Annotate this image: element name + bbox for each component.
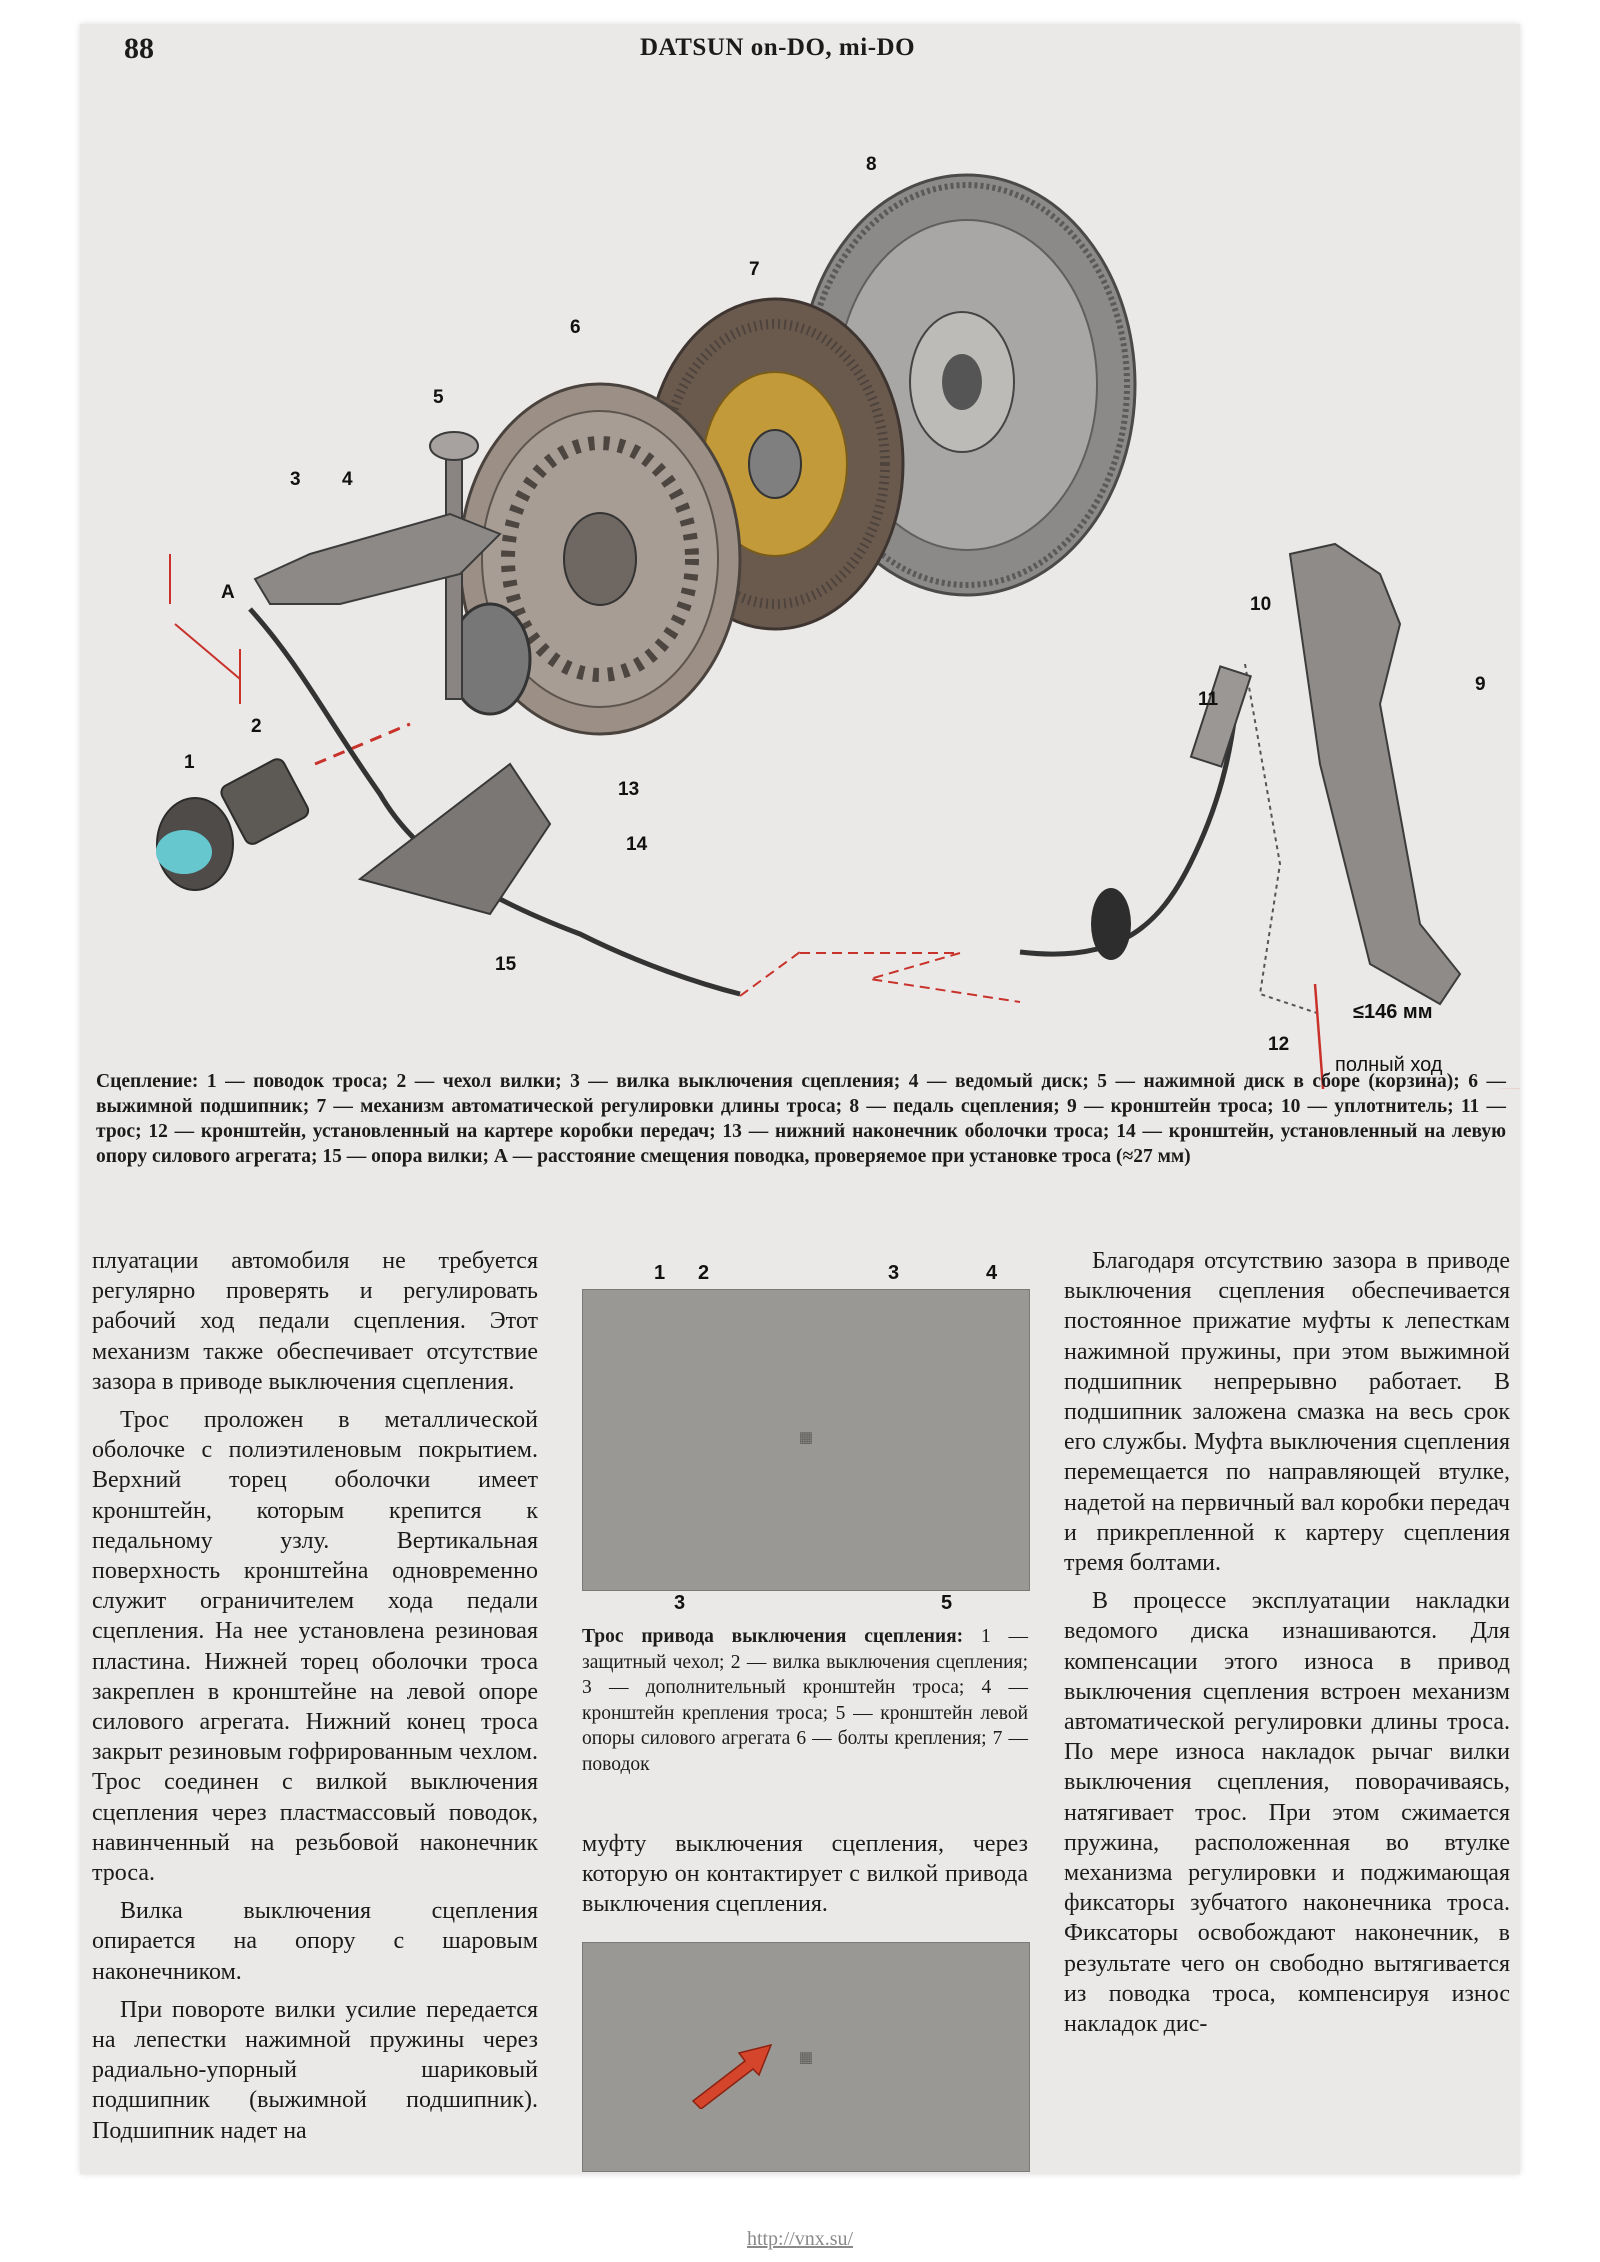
callout-5: 5 [433, 387, 444, 408]
clutch-pedal-drawing [1290, 544, 1460, 1004]
middle-paragraph: муфту выключения сцепления, через которую он контактирует с вилкой привода выключения сцепления. [582, 1831, 1028, 1917]
photo1-number-1: 1 [654, 1262, 666, 1284]
dimension-a-label: A [221, 582, 235, 603]
callout-10: 10 [1250, 594, 1272, 615]
grommet-drawing [1091, 888, 1131, 960]
callout-4: 4 [342, 469, 353, 490]
cable-break-line [740, 952, 1020, 1002]
left-column [92, 1246, 538, 2146]
boot-drawing [156, 756, 311, 890]
pedal-travel-label: полный ход [1335, 1054, 1443, 1076]
callout-8: 8 [866, 154, 877, 175]
photo-caption [582, 1624, 1028, 1777]
photo-placeholder-icon: ▦ [798, 2048, 814, 2066]
clutch-cable-photo [582, 1289, 1030, 1591]
photo-caption-text: 1 — защитный чехол; 2 — вилка выключения сцепления; 3 — дополнительный кронштейн троса; 4 — кронштейн крепления троса; 5 — кронштейн левой опоры силового агрегата 6 — болты крепления; 7 — поводок [582, 1626, 1028, 1775]
cable-bracket-drawing [1191, 666, 1251, 766]
fork-support-drawing [360, 764, 550, 914]
right-column [1064, 1246, 1510, 2039]
arrow-icon [683, 2039, 783, 2109]
page-number: 88 [124, 32, 154, 65]
photo1-number-2: 2 [698, 1262, 710, 1284]
callout-12: 12 [1268, 1034, 1290, 1055]
clutch-exploded-figure [80, 104, 1520, 1089]
left-paragraph-4: При повороте вилки усилие передается на лепестки нажимной пружины через радиально-упорный шариковый подшипник (выжимной подшипник). Подшипник надет на [92, 1996, 538, 2144]
callout-1: 1 [184, 752, 195, 773]
footer-link[interactable]: http://vnx.su/ [746, 2228, 854, 2250]
photo-placeholder-icon: ▦ [798, 1429, 814, 1446]
running-title: DATSUN on-DO, mi-DO [640, 34, 916, 61]
left-paragraph-2: Трос проложен в металлической оболочке с полиэтиленовым покрытием. Верхний торец оболочки имеет кронштейн, которым крепится к педальному узлу. Вертикальная поверхность кронштейна одновременно служит ограничителем хода педали сцепления. На нее установлена резиновая пластина. Нижней торец оболочки троса закреплен в кронштейне на левой опоре силового агрегата. Нижний конец троса закрыт резиновым гофрированным чехлом. Трос соединен с вилкой выключения сцепления через пластмассовый поводок, навинченный на резьбовой наконечник троса. [92, 1407, 538, 1887]
figure-caption-text: 1 — поводок троса; 2 — чехол вилки; 3 — вилка выключения сцепления; 4 — ведомый диск; 5 — нажимной диск в сборе (корзина); 6 — выжимной подшипник; 7 — механизм автоматической регулировки длины троса; 8 — педаль сцепления; 9 — кронштейн троса; 10 — уплотнитель; 11 — трос; 12 — кронштейн, установленный на картере коробки передач; 13 — нижний наконечник оболочки троса; 14 — кронштейн, установленный на левую опору силового агрегата; 15 — опора вилки; А — расстояние смещения поводка, проверяемое при установке троса (≈27 мм) [96, 1071, 1506, 1167]
clutch-diagram [80, 104, 1520, 1089]
callout-9: 9 [1475, 674, 1486, 695]
callout-14: 14 [626, 834, 648, 855]
left-paragraph-1: плуатации автомобиля не требуется регулярно проверять и регулировать рабочий ход педали сцепления. Этот механизм также обеспечивает отсутствие зазора в приводе выключения сцепления. [92, 1248, 538, 1395]
release-bearing-photo [582, 1942, 1030, 2172]
pedal-travel-value: ≤146 мм [1353, 1001, 1433, 1023]
callout-11: 11 [1198, 689, 1219, 710]
callout-7: 7 [749, 259, 760, 280]
figure-caption-lead: Сцепление: [96, 1071, 199, 1092]
right-paragraph-1: Благодаря отсутствию зазора в приводе выключения сцепления обеспечивается постоянное прижатие муфты к лепесткам нажимной пружины, при этом выжимной подшипник непрерывно работает. В подшипник заложена смазка на весь срок его службы. Муфта выключения сцепления перемещается по направляющей втулке, надетой на первичный вал коробки передач и прикрепленной к картеру сцепления тремя болтами. [1064, 1248, 1510, 1577]
dimension-a-lines [170, 554, 240, 704]
photo1-number-5: 5 [941, 1592, 953, 1614]
book-page [80, 24, 1520, 2174]
callout-15: 15 [495, 954, 517, 975]
pedal-released-outline [1245, 664, 1320, 1014]
left-paragraph-3: Вилка выключения сцепления опирается на опору с шаровым наконечником. [92, 1898, 538, 1985]
assembly-leader [315, 724, 410, 764]
callout-2: 2 [251, 716, 262, 737]
photo-caption-lead: Трос привода выключения сцепления: [582, 1626, 964, 1647]
photo1-number-4: 4 [986, 1262, 998, 1284]
photo1-number-3: 3 [888, 1262, 900, 1284]
callout-6: 6 [570, 317, 581, 338]
right-paragraph-2: В процессе эксплуатации накладки ведомого диска изнашиваются. Для компенсации этого износа в привод выключения сцепления встроен механизм автоматической регулировки длины троса. По мере износа накладок рычаг вилки выключения сцепления, поворачиваясь, натягивает трос. При этом сжимается пружина, расположенная во втулке механизма регулировки и поджимающая фиксаторы зубчатого наконечника троса. Фиксаторы освобождают наконечник, в результате чего он свободно вытягивается из поводка троса, компенсируя износ накладок дис- [1064, 1588, 1510, 2038]
callout-3: 3 [290, 469, 301, 490]
callout-13: 13 [618, 779, 640, 800]
figure-caption [96, 1069, 1506, 1169]
photo1-number-3-bottom: 3 [674, 1592, 686, 1614]
